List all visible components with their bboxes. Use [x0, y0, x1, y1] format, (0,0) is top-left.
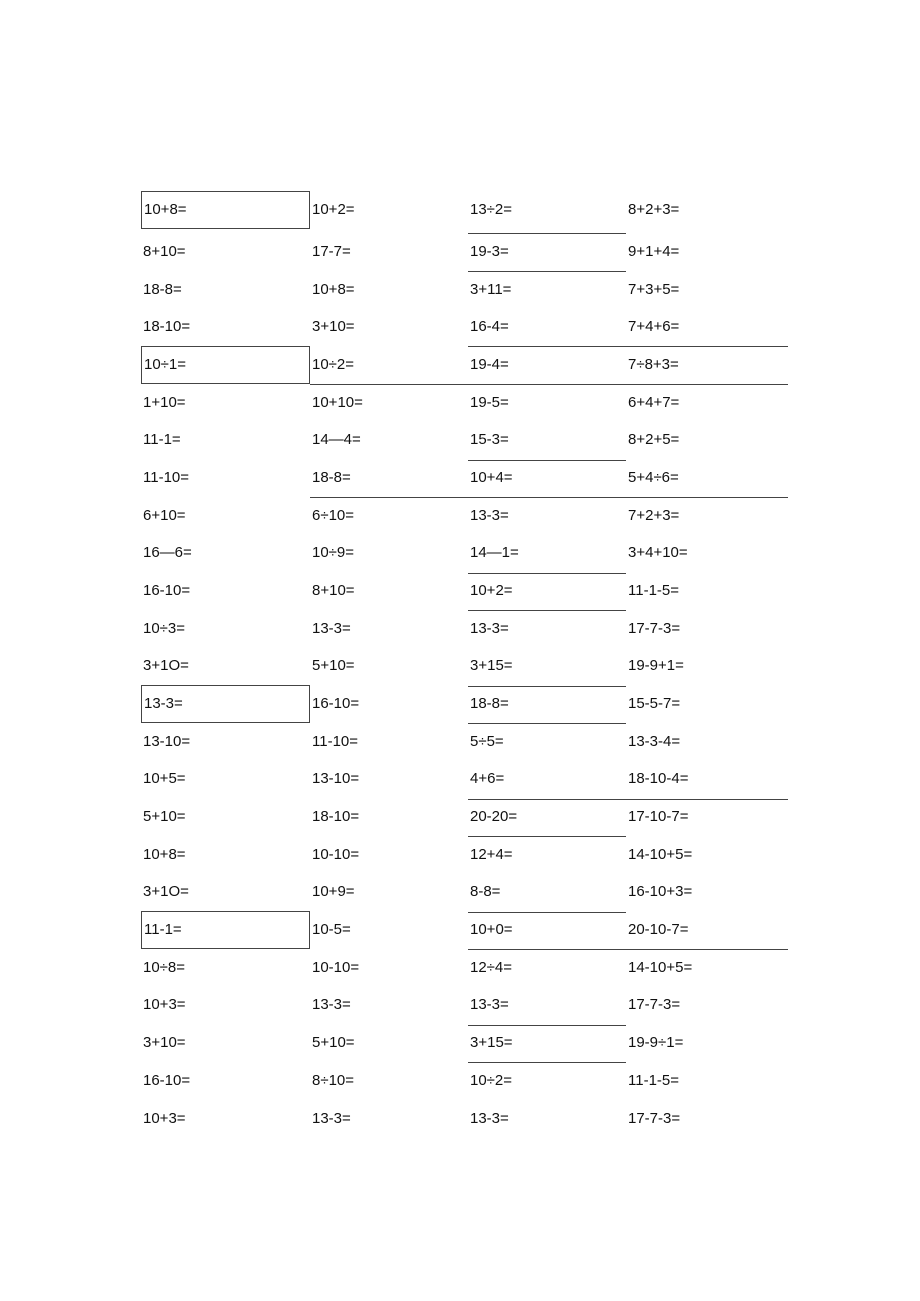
- equation-r5-c3: 19-4=: [470, 356, 509, 373]
- equation-r13-c2: 5+10=: [312, 657, 355, 674]
- equation-r18-c2: 10-10=: [312, 846, 360, 863]
- equation-r25-c4: 17-7-3=: [628, 1110, 681, 1127]
- equation-r16-c1: 10+5=: [143, 770, 186, 787]
- equation-r16-c4: 18-10-4=: [628, 770, 689, 787]
- divider-line: [468, 460, 626, 461]
- equation-r7-c1: 11-1=: [143, 431, 181, 448]
- equation-r17-c3: 20-20=: [470, 808, 518, 825]
- equation-r2-c1: 8+10=: [143, 243, 186, 260]
- divider-line: [468, 233, 626, 234]
- equation-r25-c3: 13-3=: [470, 1110, 509, 1127]
- divider-line: [468, 949, 788, 950]
- equation-r14-c1: 13-3=: [141, 685, 310, 723]
- equation-r8-c4: 5+4÷6=: [628, 469, 679, 486]
- equation-r21-c1: 10÷8=: [143, 959, 186, 976]
- equation-r15-c2: 11-10=: [312, 733, 359, 750]
- equation-r25-c2: 13-3=: [312, 1110, 351, 1127]
- equation-r6-c2: 10+10=: [312, 394, 363, 411]
- equation-r8-c3: 10+4=: [470, 469, 513, 486]
- divider-line: [468, 1025, 626, 1026]
- equation-r15-c3: 5÷5=: [470, 733, 504, 750]
- equation-r24-c2: 8÷10=: [312, 1072, 355, 1089]
- equation-r11-c3: 10+2=: [470, 582, 513, 599]
- equation-r1-c4: 8+2+3=: [628, 201, 680, 218]
- equation-r19-c4: 16-10+3=: [628, 883, 693, 900]
- equation-r9-c3: 13-3=: [470, 507, 509, 524]
- divider-line: [468, 799, 788, 800]
- divider-line: [468, 271, 626, 272]
- equation-r24-c1: 16-10=: [143, 1072, 191, 1089]
- equation-r4-c2: 3+10=: [312, 318, 355, 335]
- equation-r21-c2: 10-10=: [312, 959, 360, 976]
- equation-r11-c2: 8+10=: [312, 582, 355, 599]
- equation-r6-c4: 6+4+7=: [628, 394, 680, 411]
- equation-r2-c3: 19-3=: [470, 243, 509, 260]
- equation-r1-c2: 10+2=: [312, 201, 355, 218]
- divider-line: [310, 497, 788, 498]
- equation-r24-c4: 11-1-5=: [628, 1072, 680, 1089]
- equation-r11-c4: 11-1-5=: [628, 582, 680, 599]
- equation-r13-c3: 3+15=: [470, 657, 513, 674]
- equation-r10-c1: 16—6=: [143, 544, 192, 561]
- equation-r8-c2: 18-8=: [312, 469, 351, 486]
- equation-r7-c4: 8+2+5=: [628, 431, 680, 448]
- equation-r4-c4: 7+4+6=: [628, 318, 680, 335]
- equation-r3-c3: 3+11=: [470, 281, 512, 298]
- divider-line: [468, 836, 626, 837]
- equation-r1-c3: 13÷2=: [470, 201, 513, 218]
- equation-r9-c4: 7+2+3=: [628, 507, 680, 524]
- equation-r13-c1: 3+1O=: [143, 657, 189, 674]
- equation-r11-c1: 16-10=: [143, 582, 191, 599]
- equation-r15-c4: 13-3-4=: [628, 733, 681, 750]
- equation-r6-c1: 1+10=: [143, 394, 186, 411]
- equation-r13-c4: 19-9+1=: [628, 657, 684, 674]
- equation-r3-c1: 18-8=: [143, 281, 182, 298]
- equation-r3-c4: 7+3+5=: [628, 281, 680, 298]
- divider-line: [468, 573, 626, 574]
- equation-r22-c1: 10+3=: [143, 996, 186, 1013]
- equation-r5-c4: 7÷8+3=: [628, 356, 679, 373]
- equation-r20-c2: 10-5=: [312, 921, 351, 938]
- equation-r10-c2: 10÷9=: [312, 544, 355, 561]
- equation-r2-c4: 9+1+4=: [628, 243, 680, 260]
- divider-line: [310, 384, 788, 385]
- equation-r10-c3: 14—1=: [470, 544, 519, 561]
- equation-r17-c2: 18-10=: [312, 808, 360, 825]
- equation-r24-c3: 10÷2=: [470, 1072, 513, 1089]
- equation-r12-c3: 13-3=: [470, 620, 509, 637]
- equation-r19-c1: 3+1O=: [143, 883, 189, 900]
- equation-r19-c3: 8-8=: [470, 883, 501, 900]
- equation-r8-c1: 11-10=: [143, 469, 190, 486]
- equation-r19-c2: 10+9=: [312, 883, 355, 900]
- divider-line: [468, 346, 788, 347]
- equation-r3-c2: 10+8=: [312, 281, 355, 298]
- equation-r9-c2: 6÷10=: [312, 507, 355, 524]
- equation-r22-c3: 13-3=: [470, 996, 509, 1013]
- equation-r23-c1: 3+10=: [143, 1034, 186, 1051]
- equation-r4-c3: 16-4=: [470, 318, 509, 335]
- equation-r20-c4: 20-10-7=: [628, 921, 689, 938]
- equation-r2-c2: 17-7=: [312, 243, 351, 260]
- equation-r23-c3: 3+15=: [470, 1034, 513, 1051]
- equation-r15-c1: 13-10=: [143, 733, 191, 750]
- equation-r22-c2: 13-3=: [312, 996, 351, 1013]
- equation-r5-c2: 10÷2=: [312, 356, 355, 373]
- equation-r21-c3: 12÷4=: [470, 959, 513, 976]
- divider-line: [468, 912, 626, 913]
- equation-r12-c1: 10÷3=: [143, 620, 186, 637]
- equation-r14-c4: 15-5-7=: [628, 695, 681, 712]
- equation-r16-c2: 13-10=: [312, 770, 360, 787]
- divider-line: [468, 1062, 626, 1063]
- divider-line: [468, 610, 626, 611]
- equation-r6-c3: 19-5=: [470, 394, 509, 411]
- equation-r18-c1: 10+8=: [143, 846, 186, 863]
- equation-r20-c3: 10+0=: [470, 921, 513, 938]
- equation-r12-c4: 17-7-3=: [628, 620, 681, 637]
- equation-r22-c4: 17-7-3=: [628, 996, 681, 1013]
- equation-r25-c1: 10+3=: [143, 1110, 186, 1127]
- equation-r21-c4: 14-10+5=: [628, 959, 693, 976]
- equation-r23-c2: 5+10=: [312, 1034, 355, 1051]
- equation-r18-c3: 12+4=: [470, 846, 513, 863]
- equation-r1-c1: 10+8=: [141, 191, 310, 229]
- equation-r10-c4: 3+4+10=: [628, 544, 688, 561]
- divider-line: [468, 686, 626, 687]
- equation-r20-c1: 11-1=: [141, 911, 310, 949]
- equation-r7-c2: 14—4=: [312, 431, 361, 448]
- equation-r12-c2: 13-3=: [312, 620, 351, 637]
- equation-r7-c3: 15-3=: [470, 431, 509, 448]
- equation-r16-c3: 4+6=: [470, 770, 505, 787]
- equation-r9-c1: 6+10=: [143, 507, 186, 524]
- divider-line: [468, 723, 626, 724]
- equation-r4-c1: 18-10=: [143, 318, 191, 335]
- equation-r23-c4: 19-9÷1=: [628, 1034, 684, 1051]
- equation-r14-c2: 16-10=: [312, 695, 360, 712]
- equation-r5-c1: 10÷1=: [141, 346, 310, 384]
- equation-r17-c1: 5+10=: [143, 808, 186, 825]
- equation-r18-c4: 14-10+5=: [628, 846, 693, 863]
- equation-r17-c4: 17-10-7=: [628, 808, 689, 825]
- equation-r14-c3: 18-8=: [470, 695, 509, 712]
